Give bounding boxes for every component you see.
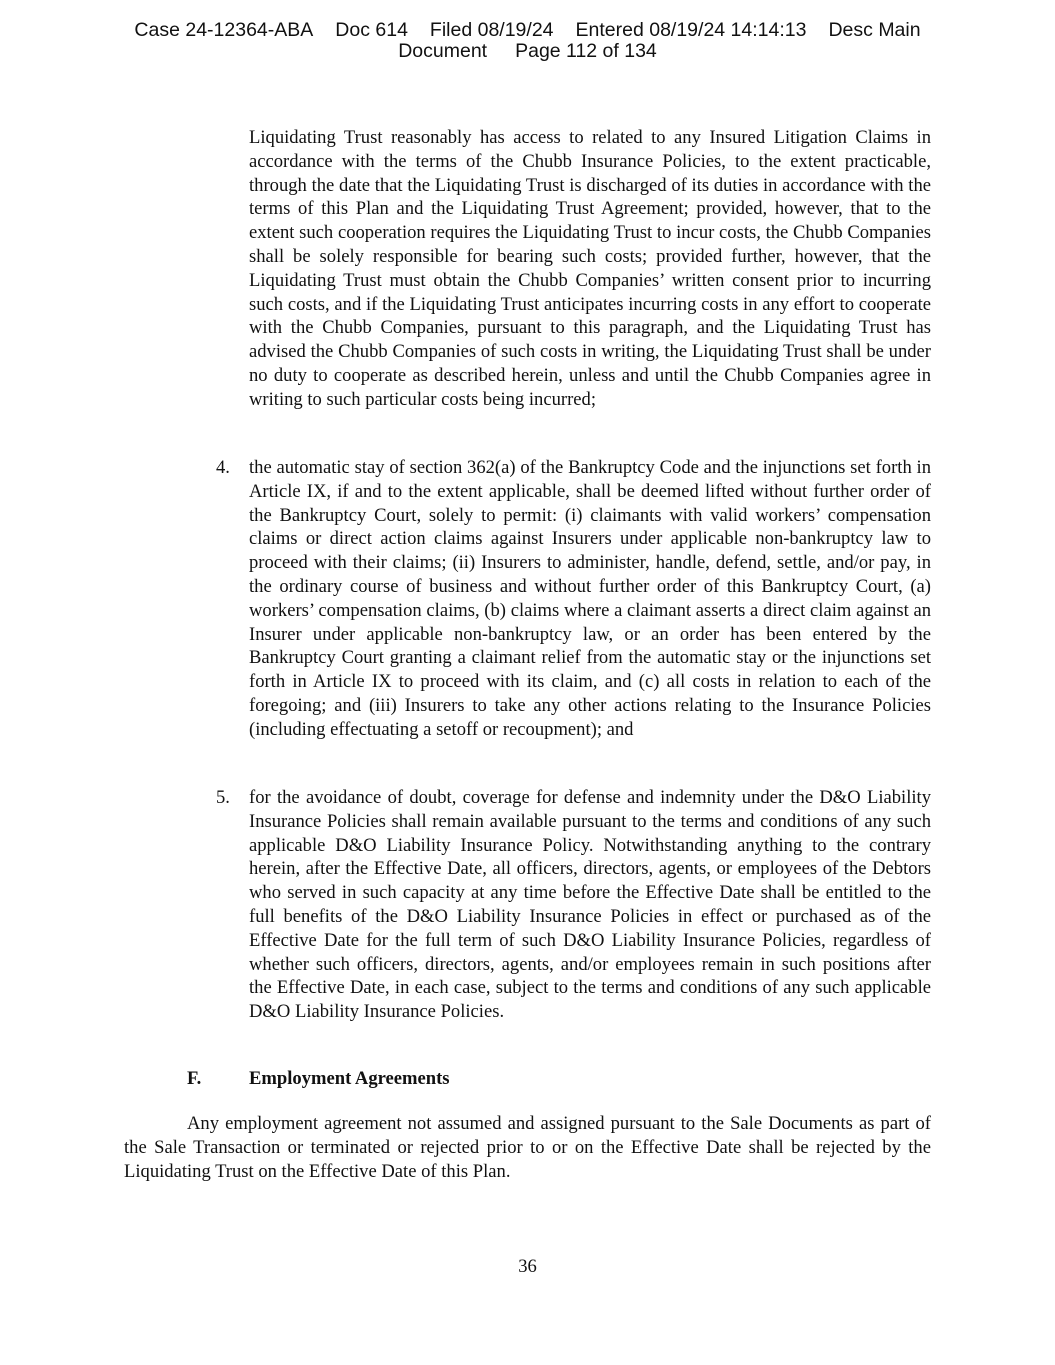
filed-date: Filed 08/19/24 bbox=[429, 19, 554, 41]
section-heading bbox=[187, 1067, 450, 1091]
section-paragraph: Any employment agreement not assumed and assigned pursuant to the Sale Documents as part of the Sale Transaction or terminated or rejected prior to or on the Effective Date shall be rejected by the Liquidating Trust on the Effective Date of this Plan. bbox=[124, 1113, 931, 1182]
list-item bbox=[216, 456, 931, 742]
section-letter: F. bbox=[187, 1068, 202, 1089]
list-item-text: for the avoidance of doubt, coverage for defense and indemnity under the D&O Liability Insurance Policies shall remain available pursuant to the terms and conditions of any such applicable D&O Liability Insurance Policy. Notwithstanding anything to the contrary herein, after the Effective Date, all officers, directors, agents, or employees of the Debtors who served in such capacity at any time before the Effective Date shall be entitled to the full benefits of the D&O Liability Insurance Policies in effect or purchased as of the Effective Date for the full term of such D&O Liability Insurance Policies, regardless of whether such officers, directors, agents, and/or employees remain in such positions after the Effective Date, in each case, subject to the terms and conditions of any such applicable D&O Liability Insurance Policies. bbox=[249, 787, 931, 1023]
header-line-1 bbox=[0, 20, 1055, 41]
header-line-2 bbox=[0, 41, 1055, 62]
list-item bbox=[216, 786, 931, 1024]
desc-main: Desc Main bbox=[828, 19, 921, 41]
page-number: 36 bbox=[518, 1256, 537, 1277]
list-item-number: 5. bbox=[216, 787, 230, 808]
page-indicator: Page 112 of 134 bbox=[515, 40, 657, 62]
doc-number: Doc 614 bbox=[335, 19, 408, 41]
section-title: Employment Agreements bbox=[249, 1068, 450, 1089]
document-label: Document bbox=[398, 40, 488, 62]
list-item-text: the automatic stay of section 362(a) of the Bankruptcy Code and the injunctions set forth in Article IX, if and to the extent applicable, shall be deemed lifted without further order of the Bankruptcy Court, solely to permit: (i) claimants with valid workers’ compensation claims or direct action claims against Insurers under applicable non-bankruptcy law to proceed with their claims; (ii) Insurers to administer, handle, defend, settle, and/or pay, in the ordinary course of business and without further order of this Bankruptcy Court, (a) workers’ compensation claims, (b) claims where a claimant asserts a direct claim against an Insurer under applicable non-bankruptcy law, or an order has been entered by the Bankruptcy Court granting a claimant relief from the automatic stay or the injunctions set forth in Article IX to proceed with its claim, and (c) all costs in relation to each of the foregoing; and (iii) Insurers to take any other actions relating to the Insurance Policies (including effectuating a setoff or recoupment); and bbox=[249, 457, 931, 740]
court-filing-header bbox=[0, 20, 1055, 62]
entered-date: Entered 08/19/24 14:14:13 bbox=[575, 19, 807, 41]
case-number: Case 24-12364-ABA bbox=[134, 19, 314, 41]
continuation-paragraph: Liquidating Trust reasonably has access to related to any Insured Litigation Claims in accordance with the terms of the Chubb Insurance Policies, to the extent practicable, through the date that the Liquidating Trust is discharged of its duties in accordance with the terms of this Plan and the Liquidating Trust Agreement; provided, however, that to the extent such cooperation requires the Liquidating Trust to incur costs, the Chubb Companies shall be solely responsible for bearing such costs; provided further, however, that the Liquidating Trust must obtain the Chubb Companies’ written consent prior to incurring such costs, and if the Liquidating Trust anticipates incurring costs in any effort to cooperate with the Chubb Companies, pursuant to this paragraph, and the Liquidating Trust has advised the Chubb Companies of such costs in writing, the Liquidating Trust shall be under no duty to cooperate as described herein, unless and until the Chubb Companies agree in writing to such particular costs being incurred; bbox=[249, 127, 931, 410]
list-item-number: 4. bbox=[216, 457, 230, 478]
